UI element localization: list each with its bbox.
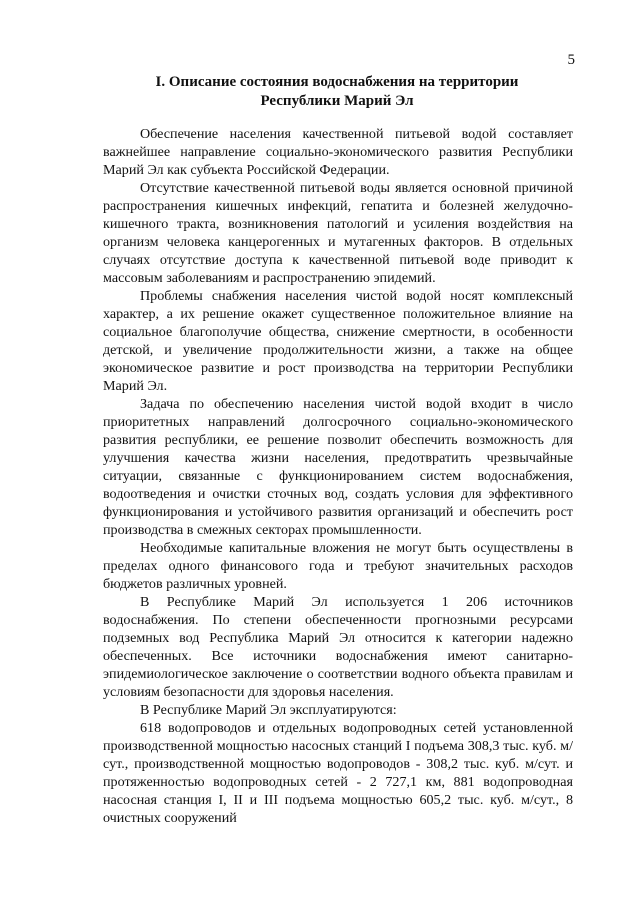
section-title-line-1: I. Описание состояния водоснабжения на территории	[155, 74, 519, 90]
paragraph: Обеспечение населения качественной питьевой водой составляет важнейшее направление социально-экономического развития Республики Марий Эл как субъекта Российской Федерации.	[103, 126, 573, 178]
section-title	[100, 73, 574, 111]
body-text	[103, 125, 573, 827]
paragraph: Задача по обеспечению населения чистой водой входит в число приоритетных направлений долгосрочного социально-экономического развития республики, ее решение позволит обеспечить возможность для улучшения качества жизни населения, предотвратить чрезвычайные ситуации, связанные с функционированием систем водоснабжения, водоотведения и очистки сточных вод, создать условия для эффективного функционирования и устойчивого развития организаций и обеспечить рост производства в смежных секторах промышленности.	[103, 396, 573, 538]
paragraph: Отсутствие качественной питьевой воды является основной причиной распространения кишечных инфекций, гепатита и болезней желудочно-кишечного тракта, возникновения патологий и усиления воздействия на организм человека канцерогенных и мутагенных факторов. В отдельных случаях отсутствие доступа к качественной питьевой воде приводит к массовым заболеваниям и распространению эпидемий.	[103, 180, 573, 286]
paragraph: В Республике Марий Эл эксплуатируются:	[140, 702, 397, 718]
section-title-line-2: Республики Марий Эл	[260, 93, 414, 109]
paragraph: Проблемы снабжения населения чистой водой носят комплексный характер, а их решение окажет существенное положительное влияние на социальное благополучие общества, снижение смертности, в особенности детской, и увеличение продолжительности жизни, а также на общее экономическое развитие и рост производства на территории Республики Марий Эл.	[103, 288, 573, 394]
paragraph: Необходимые капитальные вложения не могут быть осуществлены в пределах одного финансового года и требуют значительных расходов бюджетов различных уровней.	[103, 540, 573, 592]
paragraph: В Республике Марий Эл используется 1 206 источников водоснабжения. По степени обеспеченности прогнозными ресурсами подземных вод Республика Марий Эл относится к категории надежно обеспеченных. Все источники водоснабжения имеют санитарно-эпидемиологическое заключение о соответствии водного объекта правилам и условиям безопасности для здоровья населения.	[103, 594, 573, 700]
paragraph: 618 водопроводов и отдельных водопроводных сетей установленной производственной мощностью насосных станций I подъема 308,3 тыс. куб. м/сут., производственной мощностью водопроводов - 308,2 тыс. куб. м/сут. и протяженностью водопроводных сетей - 2 727,1 км, 881 водопроводная насосная станция I, II и III подъема мощностью 605,2 тыс. куб. м/сут., 8 очистных сооружений	[103, 720, 573, 826]
page-number: 5	[567, 52, 575, 68]
